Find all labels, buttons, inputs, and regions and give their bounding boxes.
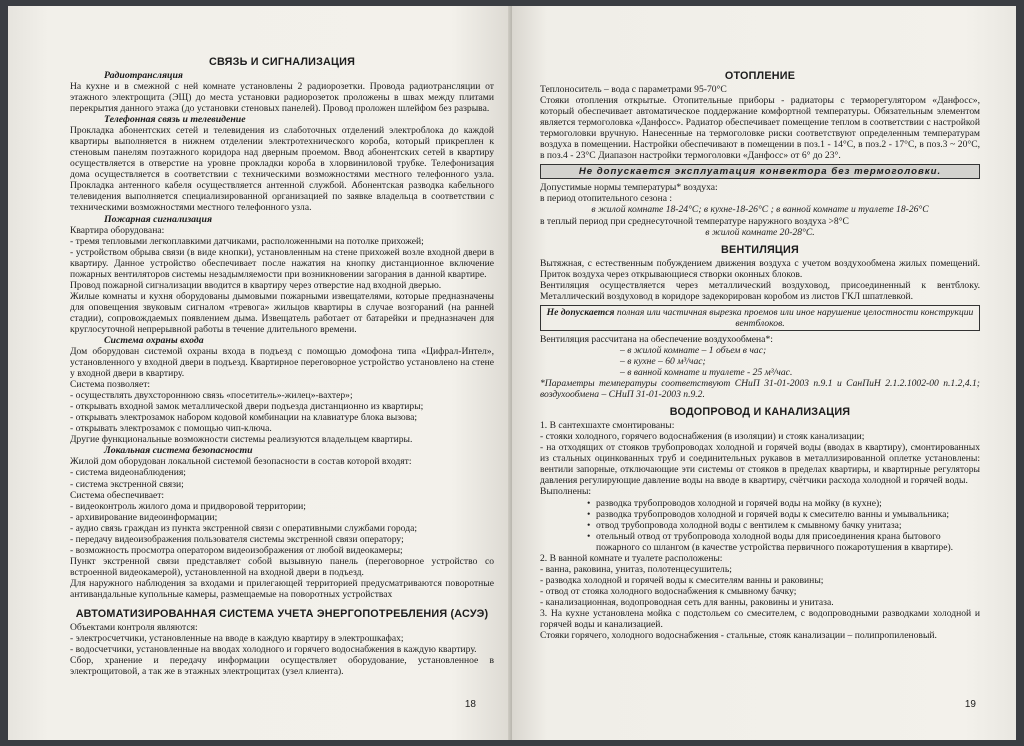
entry-intro: Система позволяет: — [70, 379, 151, 391]
fire-item: - устройством обрыва связи (в виде кнопки), установленным на стене прихожей возле входной двери в квартиру. Данное устройство обеспечивает после нажатия на кнопку дистанционное включение пожарных вентиляторов системы незадымляемости при возникновении загорания в данной квартире. — [70, 246, 494, 280]
local-text: Для наружного наблюдения за входами и прилегающей территорией предусматриваются поворотные антивандальные купольные камеры, размещаемые на поворотных устройствах — [70, 577, 494, 600]
list-item: • разводка трубопроводов холодной и горячей воды на мойку (в кухне); — [596, 498, 980, 509]
local-item: - архивирование видеоинформации; — [70, 511, 218, 523]
water-s4: Стояки горячего, холодного водоснабжения - стальные, стояк канализации – полипропиленовый. — [540, 630, 937, 642]
asue-item: - электросчетчики, установленные на вводе в каждую квартиру в электрошкафах; — [70, 633, 404, 645]
water-s2-item: - разводка холодной и горячей воды к смесителям ванны и раковины; — [540, 574, 824, 586]
subheading-phone: Телефонная связь и телевидение — [104, 114, 246, 126]
norms-warm: в теплый период при среднесуточной температуре наружного воздуха >8°С — [540, 215, 849, 227]
heating-carrier: Теплоноситель – вода с параметрами 95-70°С — [540, 84, 727, 95]
vent-text: Вытяжная, с естественным побуждением движения воздуха с учетом воздухообмена жилых помещений. Приток воздуха через открывающиеся створки оконных блоков. — [540, 257, 980, 280]
list-item: • отельный отвод от трубопровода холодной воды для присоединения крана бытового пожарного со шлангом (в качестве устройства первичного пожаротушения в квартире). — [596, 531, 980, 553]
subheading-local-security: Локальная система безопасности — [104, 445, 253, 457]
fire-item: - тремя тепловыми легкоплавкими датчиками, расположенными на потолке прихожей; — [70, 235, 424, 247]
section-title-asue: АВТОМАТИЗИРОВАННАЯ СИСТЕМА УЧЕТА ЭНЕРГОПОТРЕБЛЕНИЯ (АСУЭ) — [75, 608, 489, 621]
local-item: - система экстренной связи; — [70, 478, 184, 490]
section-title-heating: ОТОПЛЕНИЕ — [724, 70, 796, 82]
warning-box-vent — [540, 305, 980, 331]
booklet-spread — [8, 6, 1016, 740]
vent-calc: Вентиляция рассчитана на обеспечение воздухообмена*: — [540, 333, 773, 345]
subheading-radio: Радиотрансляция — [104, 70, 183, 81]
local-intro: Система обеспечивает: — [70, 489, 165, 501]
entry-item: - открывать входной замок металлической двери подъезда дистанционно из квартиры; — [70, 401, 424, 413]
section-title-ventilation: ВЕНТИЛЯЦИЯ — [721, 243, 799, 256]
norms-season-values: в жилой комнате 18-24°С; в кухне-18-26°С ; в ванной комнате и туалете 18-26°С — [591, 204, 929, 216]
local-item: - видеоконтроль жилого дома и придворовой территории; — [70, 500, 306, 512]
section-title-communications: СВЯЗЬ И СИГНАЛИЗАЦИЯ — [208, 56, 356, 68]
norms-season: в период отопительного сезона : — [540, 193, 673, 205]
section-title-water: ВОДОПРОВОД И КАНАЛИЗАЦИЯ — [669, 406, 851, 419]
local-text: Жилой дом оборудован локальной системой безопасности в состав которой входят: — [70, 456, 412, 468]
water-s1: 1. В сантехшахте смонтированы: — [540, 420, 675, 432]
water-s2-item: - канализационная, водопроводная сеть для ванны, раковины и унитаза. — [540, 596, 834, 608]
vent-text: Вентиляция осуществляется через металлический воздуховод, присоединенный к вентблоку. Металлический воздуховод в коридоре задекорирован коробом из листов ГКЛ шпатлевкой. — [540, 279, 980, 302]
subheading-entry: Система охраны входа — [104, 334, 204, 346]
left-page — [8, 6, 512, 740]
water-s2: 2. В ванной комнате и туалете расположены: — [540, 552, 723, 564]
fire-text: Провод пожарной сигнализации вводится в квартиру через отверстие над входной дверью. — [70, 279, 442, 291]
list-item: • отвод трубопровода холодной воды с вентилем к смывному бачку унитаза; — [596, 520, 980, 531]
water-s1-item: - стояки холодного, горячего водоснабжения (в изоляции) и стояк канализации; — [540, 431, 865, 443]
water-done: Выполнены: — [540, 486, 592, 498]
local-text: Пункт экстренной связи представляет собой вызывную панель (переговорное устройство со встроенной видеокамерой), установленной на входной двери в подъезд. — [70, 555, 494, 578]
vent-warning-rest: полная или частичная вырезка проемов или иное нарушение целостности конструкции вентблоков. — [616, 306, 974, 329]
entry-item: - осуществлять двухстороннюю связь «посетитель»-жилец»-вахтер»; — [70, 390, 353, 402]
local-item: - возможность просмотра оператором видеоизображения от любой видеокамеры; — [70, 544, 403, 556]
fire-text: Жилые комнаты и кухня оборудованы дымовыми пожарными извещателями, которые предназначены для оповещения звуковым сигналом «тревога» жильцов квартиры в случае возгораний (на ранней стадии), сопровождаемых появлением дыма. Извещатель работает от батарейки и предназначен для круглосуточной непрерывной работы в течение длительного времени. — [70, 290, 494, 335]
water-s2-item: - ванна, раковина, унитаз, полотенцесушитель; — [540, 563, 732, 575]
radio-text: На кухне и в смежной с ней комнате установлены 2 радиорозетки. Провода радиотрансляции от этажного электрощита (ЭЩ) до места установки радиорозеток проложены в швах между плитами перекрытия данного этажа (до установки стеновых панелей). Провод проложен шлейфом без разрыва. — [70, 81, 494, 115]
warning-box-thermo — [540, 164, 980, 179]
norms-warm-values: в жилой комнате 20-28°С. — [705, 226, 815, 238]
asue-item: - водосчетчики, установленные на вводах холодного и горячего водоснабжения в каждую квартиру. — [70, 644, 477, 656]
water-s3: 3. На кухне установлена мойка с подстольем со смесителем, с водопроводными разводками холодной и горячей воды и канализацией. — [540, 607, 980, 631]
entry-text: Дом оборудован системой охраны входа в подъезд с помощью домофона типа «Цифрал-Интел», установленного у входной двери в подъезд. Квартирное переговорное устройство установлено на стене у входной двери в квартиру. — [70, 345, 494, 380]
vent-item: – в ванной комнате и туалете - 25 м³/час. — [620, 367, 793, 379]
list-item: • разводка трубопроводов холодной и горячей воды к смесителю ванны и умывальника; — [596, 509, 980, 520]
fire-intro: Квартира оборудована: — [70, 224, 165, 236]
subheading-fire: Пожарная сигнализация — [104, 213, 212, 225]
vent-item: – в кухне – 60 м³/час; — [620, 355, 706, 367]
local-item: - аудио связь граждан из пункта экстренной связи с оперативными службами города; — [70, 522, 418, 534]
asue-text: Сбор, хранение и передачу информации осуществляет оборудование, установленное в электрощитовой, а так же в этажных электрощитах (узел клиента). — [70, 655, 494, 678]
water-s2-item: - отвод от стояка холодного водоснабжения к смывному бачку; — [540, 585, 797, 597]
water-done-list — [540, 498, 980, 553]
vent-warning-lead: Не допускается — [546, 306, 615, 318]
heating-text: Стояки отопления открытые. Отопительные приборы - радиаторы с терморегулятором «Данфосс», который обеспечивает автоматическое поддержание комфортной температуры. Обязательным элементом является термоголовка «Данфосс». Радиатор обеспечивает помещение теплом в соответствии с настройкой термоголовки вручную. Нанесенные на термоголовке риски соответствуют определенным температурам воздуха в помещении. Настройки обеспечивают в помещении в поз.1 - 14°С, в поз.2 - 17°С, в поз.3 ~ 20°С, в поз.4 - 23°С Диапазон настройки термоголовки «Данфосс» от 6° до 23°. — [540, 95, 980, 162]
vent-warning — [545, 307, 975, 329]
vent-item: – в жилой комнате – 1 объем в час; — [620, 344, 767, 356]
page-number: 19 — [964, 699, 976, 710]
vent-footnote: *Параметры температуры соответствуют СНиП 31-01-2003 п.9.1 и СанПиН 2.1.2.1002-00 п.1.2,4.1; воздухообмена – СНиП 31-01-2003 п.9.2. — [540, 378, 980, 401]
local-item: - передачу видеоизображения пользователя системы экстренной связи оператору; — [70, 533, 404, 545]
entry-item: - открывать электрозамок набором кодовой комбинации на клавиатуре блока вызова; — [70, 412, 418, 424]
right-page — [512, 6, 1016, 740]
entry-item: - открывать электрозамок с помощью чип-ключа. — [70, 423, 272, 435]
page-number: 18 — [464, 699, 476, 710]
water-s1-item: - на отходящих от стояков трубопроводах холодной и горячей воды (вводах в квартиру), смонтированных из стальных оцинкованных труб и соединительных рукавов в металлизированной оплетке установлены: вентили запорные, отключающие эти системы от стояков в пределах квартиры, и квартирные регуляторы давления регулирующие давление воды на вводе в квартиру, счётчики расхода холодной и горячей воды. — [540, 442, 980, 487]
entry-outro: Другие функциональные возможности системы реализуются владельцем квартиры. — [70, 434, 413, 446]
asue-intro: Объектами контроля являются: — [70, 622, 198, 634]
local-item: - система видеонаблюдения; — [70, 467, 186, 479]
norms-intro: Допустимые нормы температуры* воздуха: — [540, 182, 718, 194]
phone-text: Прокладка абонентских сетей и телевидения из слаботочных отделений электроблока до каждой квартиры выполняется в нижнем отделении электротехнического короба, который прикреплен к стеновым панелям поэтажного коридора над дверным проемом. Ввод абонентских сетей в квартиру осуществляется в отверстие на уровне прокладки короба в хлорвиниловой трубке. Телефонизация дома осуществляется в соответствии с техническими возможностями местного телефонного узла. Прокладка антенного кабеля осуществляется антенной службой. Абонентская разводка кабельного телевидения выполняется специализированной организацией по заявке владельца в соответствии с техническими возможностями местного телефонного узла. — [70, 125, 494, 214]
warning-text: Не допускается эксплуатация конвектора без термоголовки. — [578, 166, 942, 178]
